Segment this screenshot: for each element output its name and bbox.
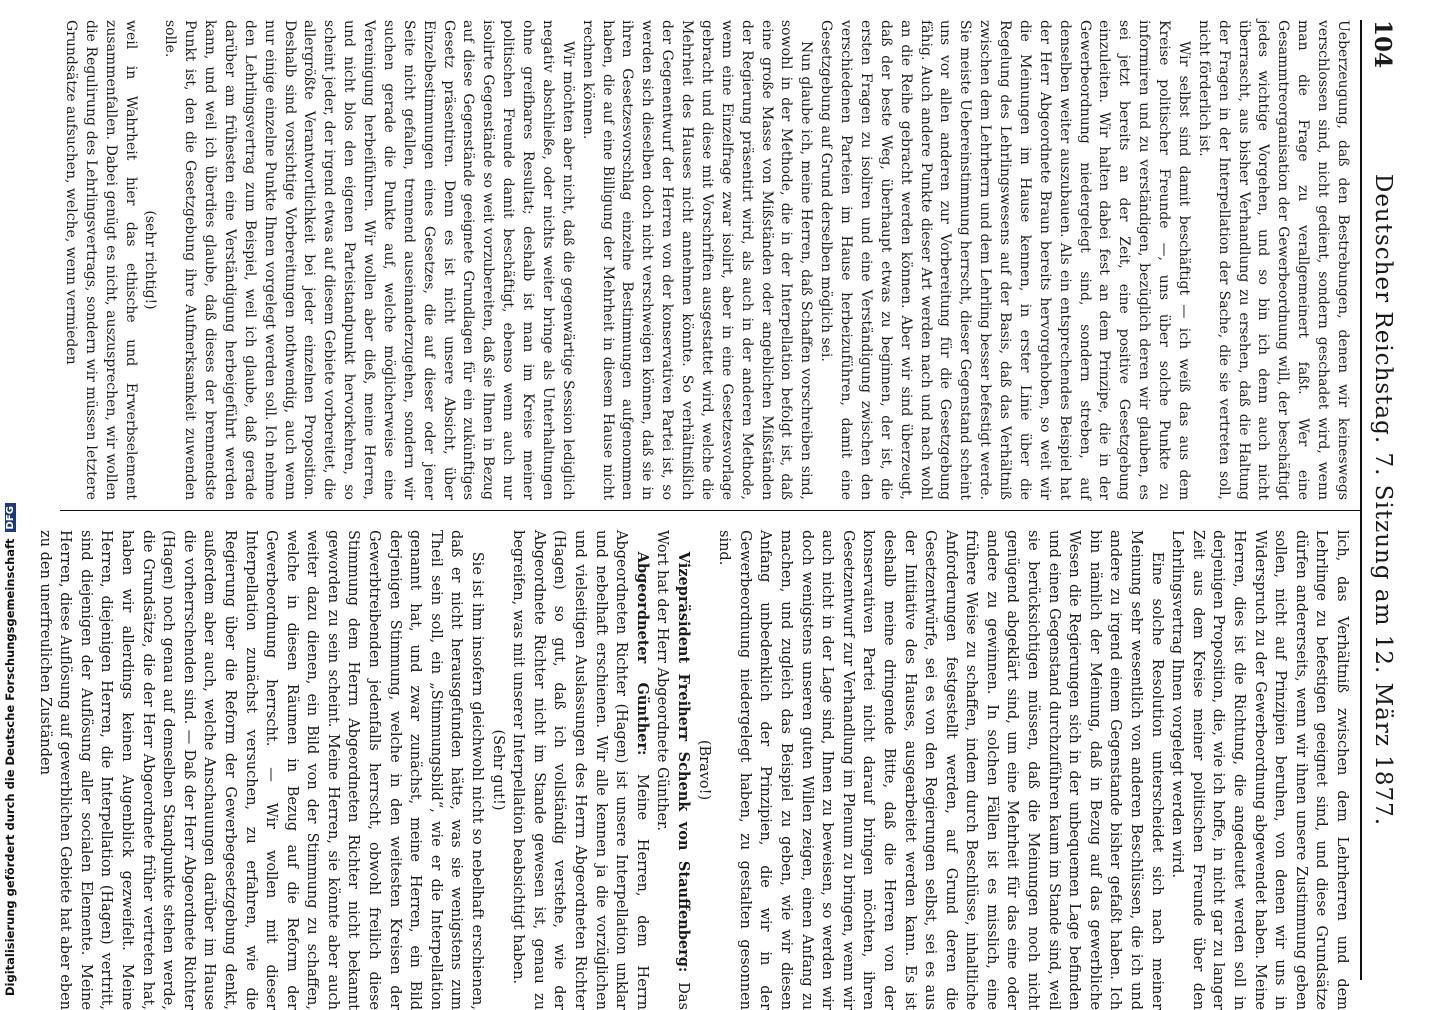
paragraph: Sie ist ihm insofern gleichwohl nicht so nebelhaft erschienen, daß er nicht herausgefunden hätte, was sie wenigstens zum Theil sein soll, ein „Stimmungsbild“, wie er die Interpellation genannt hat, und zwar zunächst, meine Herren, ein Bild derjenigen Stimmung, welche in den weitesten Kreisen der Gewerbtreibenden jedenfalls herrscht, obwohl freilich diese Stimmung dem Herrn Abgeordneten Richter nicht bekannt geworden zu sein scheint. Meine Herren, sie könnte aber auch weiter dazu dienen, ein Bild von der Stimmung zu schaffen, welche in diesen Räumen in Bezug auf die Reform der Gewerbeordnung herrscht. — Wir wollen mit dieser Interpellation zunächst versuchen, zu erfahren, wie die Regierung über die Reform der Gewerbegesetzgebung denkt, außerdem aber auch, welche Anschauungen darüber im Hause die vorherrschenden sind. — Daß der Herr Abgeordnete Richter (Hagen) noch genau auf demselben Standpunkte stehen werde, die Grundsätze, die der Herr Abgeordnete früher vertreten hat, haben wir allerdings keinen Augenblick gezweifelt. Meine Herren, diejenigen Herren, die Interpellation (Hagen) vertritt, sind diejenigen der Auflösung aller socialen Elemente. Meine Herren, diese Auflösung auf gewerblichen Gebiete hat aber eben zu den unerfreulichen Zuständen: [36, 530, 486, 1010]
interjection: (Bravo!): [695, 739, 712, 801]
paragraph: Ueberzeugung, daß den Bestrebungen, denen wir keineswegs verschlossen sind, nicht gedient, sondern geschadet wird, wenn man die Frage zu verallgemeinert faßt. Wer eine Gesammtreorganisation der Gewerbeordnung will, der beschäftigt jedes wichtige Vorgehen, und so bin ich denn auch nicht überrascht, aus bisher Verhandlung zu ersehen, daß die Haltung der Fragen in der Interpellation der Sache, die sie vertreten soll, nicht förderlich ist.: [1195, 20, 1351, 500]
paragraph: lich, das Verhältniß zwischen dem Lehrherren und dem Lehrlinge zu befestigen geeignet sind, und diese Grundsätze dürfen andererseits, wenn wir ihnen unsere Zustimmung geben sollen, nicht auf Prinzipien beruhen, von denen wir uns in Widerspruch zu der Gewerbeordnung abgewendet haben. Meine Herren, dies ist die Richtung, die angedeutet werden soll in derjenigen Proposition, die, wie ich hoffe, in nicht gar zu langer Zeit aus dem Kreise meiner politischen Freunde über den Lehrlingsvertrag Ihnen vorgelegt werden wird.: [1169, 530, 1350, 1010]
interjection: (Sehr gut!): [489, 729, 506, 811]
digitization-credit-bar: [0, 0, 22, 1000]
column-divider: [60, 510, 1360, 511]
paragraph: Eine solche Resolution unterscheidet sich nach meiner Meinung sehr wesentlich von anderen Beschlüssen, die ich und andere zu irgend einem Gegenstande bisher gefaßt haben. Ich bin nämlich der Meinung, daß in Bezug auf das gewerbliche Wesen die Regierungen sich in der unbequemen Lage befinden und einen Gegenstand durchzuführen kaum im Stande sind, weil sie berücksichtigen müssen, daß die Meinungen noch nicht genügend abgeklärt sind, um eine Mehrheit für das eine oder andere zu gewinnen. In solchen Fällen ist es misslich, eine frühere Weise zu schaffen, indem durch Beschlüsse, inhaltliche Anforderungen festgestellt werden, auf Grund deren die Gesetzentwürfe, sei es von den Regierungen selbst, sei es aus der Initiative des Hauses, ausgearbeitet werden kann. Es ist deshalb meine dringende Bitte, daß die Herren von der konservativen Partei nicht darauf bringen möchten, ihren Gesetzentwurf zur Verhandlung im Plenum zu bringen, wenn wir auch nicht in der Lage sind, Ihnen zu beweisen, so werden wir doch wenigstens unseren guten Willen zeigen, einen Anfang zu machen, und zugleich das Beispiel zu geben, wie wir diesen Anfang unbedenklich der Prinzipien, die wir in der Gewerbeordnung niedergelegt haben, zu gestalten gesonnen sind.: [716, 530, 1165, 1010]
paragraph: Wir selbst sind damit beschäftigt — ich weiß das aus dem Kreise politischer Freunde —, uns über solche Punkte zu informiren und zu verständigen, bezüglich deren wir glauben, es sei jetzt bereits an der Zeit, eine positive Gesetzgebung einzuleiten. Wir halten dabei fest an dem Prinzipe, die in der Gewerbeordnung niedergelegt sind, sondern streben, auf denselben weiter auszubauen. Als ein entsprechendes Beispiel hat der Herr Abgeordnete Braun bereits hervorgehoben, so weit wir die Meinungen im Hause kennen, in erster Linie über die Regelung des Lehrlingswesens auf der Basis, daß das Verhältniß zwischen dem Lehrherrn und dem Lehrling besser befestigt werde. Sie meiste Uebereinstimmung herrscht, dieser Gegenstand scheint uns vor allen anderen zur Vorbereitung für die Gesetzgebung fähig. Auch andere Punkte dieser Art werden nach und nach wohl an die Reihe gebracht werden können. Aber wir sind überzeugt, daß der beste Weg, überhaupt etwas zu beginnen, der ist, die ersten Fragen zu isoliren und eine Verständigung zwischen den verschiedenen Parteien im Hause herbeizuführen, damit eine Gesetzgebung auf Grund derselben möglich sei.: [818, 20, 1192, 500]
right-text-column: [34, 530, 1352, 1010]
page-header: [1366, 20, 1396, 980]
speaker-name: Vizepräsident Freiherr Schenk von Stauffenberg:: [675, 551, 692, 973]
paragraph: Wir möchten aber nicht, daß die gegenwärtige Session lediglich negativ abschließe, oder nichts weiter bringe als Unterhaltungen ohne greifbares Resultat; deshalb ist man im Kreise meiner politischen Freunde damit beschäftigt, ebenso wenn auch nur isolirte Gegenstände so weit vorzubereiten, daß sie Ihnen in Bezug auf diese Gegenstände geeignete Grundlagen für ein zukünftiges Gesetz präsentiren. Denn es ist nicht unsere Absicht, über Einzelbestimmungen eines Gesetzes, die auf dieser oder jener Seite nicht gefallen, trennend auseinanderzugehen, sondern wir suchen gerade die Punkte auf, welche möglicherweise eine Vereinigung herbeiführen. Wir wollen aber dieß, meine Herren, und nicht blos den eigenen Parteistandpunkt hervorkehren, so scheint jeder, der irgend etwas auf diesem Gebiete vorbereitet, die allergrößte Verantwortlichkeit bei jeder einzelnen Proposition. Deshalb sind vorsichtige Vorbereitungen nothwendig, auch wenn nur einige einzelne Punkte Ihnen vorgelegt werden soll. Ich nehme den Lehrlingsvertrag zum Beispiel, weil ich glaube, daß gerade darüber am frühesten eine Verständigung herbeigeführt werden kann, und weil ich überdies glaube, daß dieses der brennendste Punkt ist, den die Gesetzgebung ihre Aufmerksamkeit zuwenden solle.: [162, 20, 576, 500]
interjection: (sehr richtig!): [142, 210, 159, 310]
left-text-column: [60, 20, 1352, 500]
paragraph: Nun glaube ich, meine Herren, daß Schaffen vorschreiben sind, sowohl in der Methode, die in der Interpellation befolgt ist, daß eine große Masse von Mißständen oder angeblichen Mißständen der Regierung präsentirt wird, als auch in der anderen Methode, wenn eine Einzelfrage zwar isolirt, aber in eine Gesetzesvorlage gebracht und diese mit Vorschriften ausgestattet wird, welche die Mehrheit des Hauses nicht annehmen könnte. So verhältnißlich der Gegenentwurf der Herren von der konservativen Partei ist, so werden sich dieselben doch nicht verschweigen können, daß sie in ihren Gesetzesvorschlag einzelne Bestimmungen aufgenommen haben, die auf eine Billigung der Mehrheit in diesem Hause nicht rechnen können.: [579, 20, 815, 500]
credit-text: Digitalisierung gefördert durch die Deutsche Forschungsgemeinschaft: [3, 538, 17, 996]
page-title: Deutscher Reichstag. 7. Sitzung am 12. März 1877.: [1370, 173, 1396, 827]
page-number: 104: [1369, 20, 1396, 69]
paragraph: weil in Wahrheit hier das ethische und Erwerbselement zusammenfallen. Dabei genügt es nicht, auszusprechen, wir wollen die Regulirung des Lehrlingsvertrags, sondern wir müssen letztere Grundsätze aufsuchen, welche, wenn vermieden: [63, 20, 139, 500]
header-rule: [1360, 20, 1362, 980]
paragraph: Abgeordneter Günther: Meine Herren, dem Herrn Abgeordneten Richter (Hagen) ist unsere Interpellation unklar und nebelhaft erschienen. Wir alle kennen ja die vorzüglichen und vielseitigen Auslassungen des Herrn Abgeordneten Richter (Hagen) so gut, daß ich vollständig verstehe, wie der Abgeordnete Richter nicht im Stande gewesen ist, genau zu begreifen, was mit unserer Interpellation beabsichtigt haben.: [510, 530, 651, 1010]
digitization-credit: [3, 503, 17, 996]
speaker-name: Abgeordneter Günther:: [633, 551, 651, 756]
paragraph: Vizepräsident Freiherr Schenk von Stauffenberg: Das Wort hat der Herr Abgeordnete Günther.: [654, 530, 692, 1010]
dfg-logo: DFG: [5, 503, 16, 532]
